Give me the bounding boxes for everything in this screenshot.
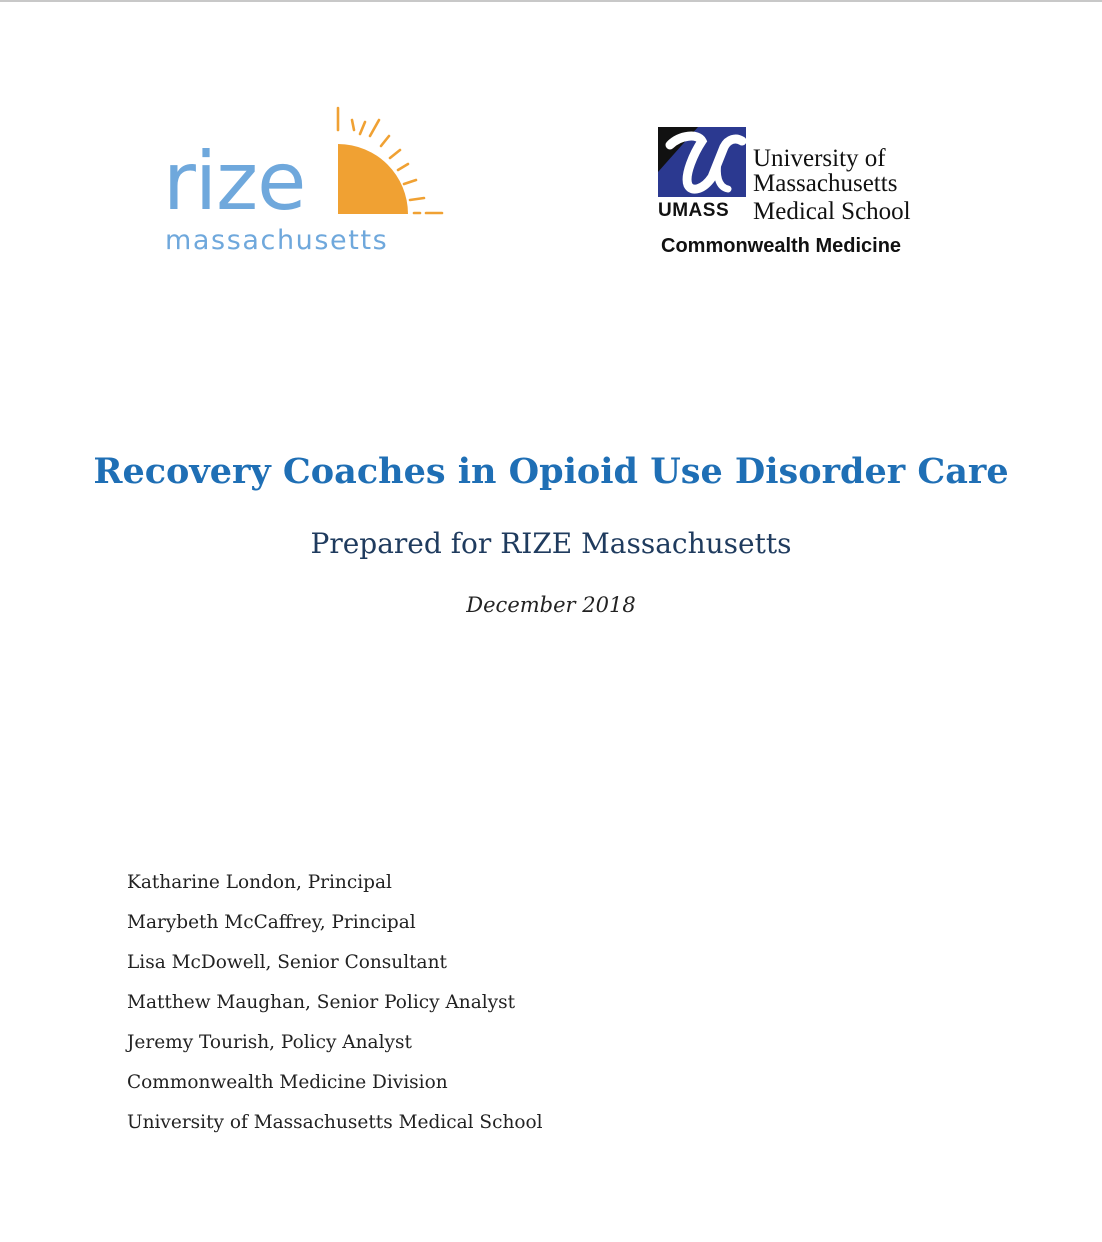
umass-university-name bbox=[753, 146, 897, 196]
umass-wordmark: UMASS bbox=[658, 200, 730, 221]
author-line: Lisa McDowell, Senior Consultant bbox=[127, 952, 447, 973]
author-line: Marybeth McCaffrey, Principal bbox=[127, 912, 416, 933]
page-top-rule bbox=[0, 0, 1102, 2]
umass-medical-school-logo bbox=[656, 124, 946, 264]
rize-massachusetts-logo bbox=[160, 100, 460, 270]
author-line: Matthew Maughan, Senior Policy Analyst bbox=[127, 992, 516, 1013]
rising-sun-icon bbox=[334, 100, 449, 220]
author-line: Commonwealth Medicine Division bbox=[127, 1072, 448, 1093]
umass-division-label: Commonwealth Medicine bbox=[661, 235, 902, 257]
umass-u-emblem-icon bbox=[658, 127, 746, 197]
sun-half-disc bbox=[338, 144, 408, 214]
umass-name-line-1: University of bbox=[753, 145, 886, 172]
rize-wordmark: rize bbox=[163, 135, 306, 228]
umass-medical-school-label: Medical School bbox=[753, 198, 911, 225]
author-line: Jeremy Tourish, Policy Analyst bbox=[127, 1032, 412, 1053]
author-line: Katharine London, Principal bbox=[127, 872, 392, 893]
rize-subtitle: massachusetts bbox=[165, 225, 389, 256]
author-list bbox=[127, 868, 543, 1148]
umass-name-line-2: Massachusetts bbox=[753, 170, 898, 197]
document-title: Recovery Coaches in Opioid Use Disorder Care bbox=[93, 451, 1009, 492]
author-line: University of Massachusetts Medical School bbox=[127, 1112, 543, 1133]
document-subtitle: Prepared for RIZE Massachusetts bbox=[310, 527, 792, 560]
document-date: December 2018 bbox=[466, 593, 636, 617]
